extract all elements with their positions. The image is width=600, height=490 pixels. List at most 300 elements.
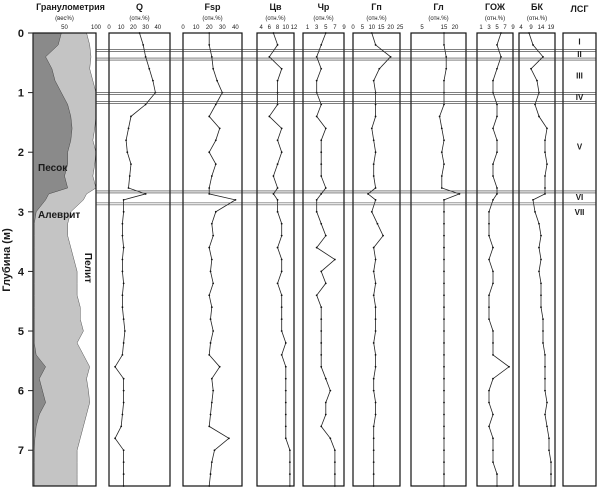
series-point	[375, 187, 377, 189]
series-point	[281, 306, 283, 308]
series-point	[373, 449, 375, 451]
panel-frame-3	[303, 33, 344, 486]
series-point	[215, 163, 217, 165]
series-point	[375, 318, 377, 320]
series-point	[488, 306, 490, 308]
series-title-4: Гп	[371, 2, 382, 12]
depth-tick-label: 5	[17, 326, 24, 339]
series-point	[542, 330, 544, 332]
series-point	[540, 306, 542, 308]
series-point	[316, 56, 318, 58]
series-point	[281, 223, 283, 225]
series-point	[492, 378, 494, 380]
series-point	[371, 127, 373, 129]
series-point	[273, 32, 275, 34]
series-point	[492, 461, 494, 463]
series-title-6: ГОЖ	[485, 2, 505, 12]
series-point	[148, 68, 150, 70]
series-point	[443, 282, 445, 284]
series-point	[496, 485, 498, 487]
series-point	[281, 127, 283, 129]
series-point	[492, 330, 494, 332]
series-point	[373, 485, 375, 487]
series-tick-label: 0	[107, 25, 111, 31]
panel-frame-7	[519, 33, 555, 486]
series-point	[534, 104, 536, 106]
series-point	[443, 390, 445, 392]
series-point	[320, 342, 322, 344]
series-point	[285, 437, 287, 439]
series-point	[123, 199, 125, 201]
series-point	[445, 68, 447, 70]
series-point	[536, 80, 538, 82]
series-point	[375, 151, 377, 153]
series-point	[546, 163, 548, 165]
series-point	[277, 282, 279, 284]
series-point	[145, 104, 147, 106]
pelite-label: Пелит	[82, 252, 93, 284]
series-point	[329, 390, 331, 392]
series-point	[320, 318, 322, 320]
series-point	[122, 259, 124, 261]
series-point	[123, 318, 125, 320]
series-point	[373, 271, 375, 273]
series-point	[320, 68, 322, 70]
depth-tick-label: 2	[17, 147, 24, 160]
series-unit-7: (отн.%)	[526, 16, 548, 22]
series-point	[285, 378, 287, 380]
series-point	[114, 366, 116, 368]
series-point	[325, 414, 327, 416]
series-point	[540, 235, 542, 237]
series-point	[492, 271, 494, 273]
series-tick-label: 10	[282, 25, 290, 31]
series-point	[316, 80, 318, 82]
series-point	[390, 56, 392, 58]
series-point	[443, 414, 445, 416]
series-point	[334, 461, 336, 463]
series-point	[492, 414, 494, 416]
series-point	[208, 151, 210, 153]
series-tick-label: 3	[314, 25, 319, 31]
series-point	[208, 44, 210, 46]
series-point	[281, 330, 283, 332]
series-unit-2: (отн.%)	[265, 16, 286, 22]
series-point	[320, 193, 322, 195]
series-point	[289, 461, 291, 463]
series-point	[329, 437, 331, 439]
series-point	[123, 390, 125, 392]
series-point	[375, 104, 377, 106]
series-tick-label: 9	[342, 25, 346, 31]
series-point	[128, 187, 130, 189]
series-point	[496, 68, 498, 70]
granulometry-unit: (вес%)	[55, 16, 74, 22]
series-point	[492, 247, 494, 249]
series-point	[371, 211, 373, 213]
series-tick-label: 10	[192, 25, 200, 31]
series-point	[208, 32, 210, 34]
series-point	[443, 32, 445, 34]
series-point	[268, 116, 270, 118]
series-point	[277, 211, 279, 213]
series-point	[123, 342, 125, 344]
panel-frame-5	[411, 33, 466, 486]
lsg-zone-label: III	[576, 71, 583, 81]
series-point	[375, 44, 377, 46]
series-tick-label: 30	[218, 25, 226, 31]
series-point	[273, 175, 275, 177]
series-tick-label: 5	[360, 25, 365, 31]
series-tick-label: 19	[547, 25, 555, 31]
series-point	[441, 127, 443, 129]
series-tick-label: 14	[537, 25, 545, 31]
series-point	[496, 139, 498, 141]
series-unit-3: (отн.%)	[313, 16, 334, 22]
series-point	[492, 354, 494, 356]
series-point	[208, 116, 210, 118]
series-tick-label: 7	[503, 25, 507, 31]
series-point	[325, 378, 327, 380]
series-point	[492, 127, 494, 129]
series-point	[139, 32, 141, 34]
series-point	[123, 449, 125, 451]
series-point	[277, 187, 279, 189]
depth-tick-label: 7	[17, 445, 24, 458]
series-tick-label: 5	[324, 25, 328, 31]
series-point	[443, 378, 445, 380]
series-point	[382, 235, 384, 237]
series-point	[211, 175, 213, 177]
series-point	[443, 271, 445, 273]
series-point	[273, 193, 275, 195]
series-point	[443, 306, 445, 308]
series-point	[123, 485, 125, 487]
series-point	[281, 271, 283, 273]
series-point	[277, 44, 279, 46]
series-point	[285, 425, 287, 427]
series-point	[540, 294, 542, 296]
series-point	[320, 425, 322, 427]
series-point	[316, 247, 318, 249]
series-point	[123, 247, 125, 249]
series-point	[496, 151, 498, 153]
series-point	[443, 294, 445, 296]
series-point	[544, 175, 546, 177]
series-point	[334, 259, 336, 261]
series-point	[373, 247, 375, 249]
series-point	[488, 294, 490, 296]
series-point	[371, 32, 373, 34]
series-point	[445, 56, 447, 58]
series-point	[120, 425, 122, 427]
series-point	[373, 139, 375, 141]
series-point	[540, 259, 542, 261]
series-point	[320, 44, 322, 46]
series-title-2: Цв	[269, 2, 282, 12]
series-point	[123, 282, 125, 284]
series-point	[228, 437, 230, 439]
series-point	[320, 366, 322, 368]
series-point	[492, 80, 494, 82]
series-point	[530, 68, 532, 70]
series-point	[373, 390, 375, 392]
series-tick-label: 40	[232, 25, 239, 31]
series-point	[281, 294, 283, 296]
series-point	[375, 282, 377, 284]
series-tick-label: 25	[396, 25, 404, 31]
series-point	[443, 342, 445, 344]
series-point	[334, 449, 336, 451]
series-point	[373, 461, 375, 463]
series-unit-6: (отн.%)	[484, 16, 506, 22]
series-point	[544, 414, 546, 416]
series-point	[212, 390, 214, 392]
series-point	[320, 330, 322, 332]
series-point	[152, 80, 154, 82]
series-point	[544, 139, 546, 141]
series-point	[122, 294, 124, 296]
series-point	[373, 80, 375, 82]
series-point	[211, 259, 213, 261]
series-point	[281, 151, 283, 153]
series-point	[211, 461, 213, 463]
series-point	[126, 151, 128, 153]
series-point	[488, 390, 490, 392]
series-point	[443, 44, 445, 46]
series-point	[441, 175, 443, 177]
series-point	[320, 104, 322, 106]
series-point	[210, 271, 212, 273]
series-point	[538, 223, 540, 225]
series-point	[316, 294, 318, 296]
series-point	[325, 402, 327, 404]
series-point	[443, 330, 445, 332]
series-point	[540, 282, 542, 284]
series-point	[281, 259, 283, 261]
series-point	[325, 187, 327, 189]
series-tick-label: 15	[440, 25, 448, 31]
series-point	[214, 449, 216, 451]
series-tick-label: 0	[351, 25, 355, 31]
series-point	[548, 437, 550, 439]
series-point	[367, 193, 369, 195]
series-point	[219, 366, 221, 368]
series-point	[211, 306, 213, 308]
series-point	[123, 461, 125, 463]
series-point	[285, 342, 287, 344]
series-point	[443, 259, 445, 261]
series-tick-label: 40	[154, 25, 162, 31]
series-point	[211, 56, 213, 58]
series-point	[123, 473, 125, 475]
series-point	[508, 366, 510, 368]
series-tick-label: 20	[451, 25, 459, 31]
series-title-3: Чр	[317, 2, 330, 12]
series-point	[212, 330, 214, 332]
depth-tick-label: 0	[17, 28, 24, 40]
series-point	[443, 449, 445, 451]
lsg-title: ЛСГ	[570, 4, 589, 14]
series-tick-label: 15	[377, 25, 385, 31]
series-point	[130, 116, 132, 118]
series-tick-label: 20	[387, 25, 394, 31]
series-point	[544, 151, 546, 153]
series-point	[123, 402, 125, 404]
series-point	[373, 378, 375, 380]
series-point	[129, 175, 131, 177]
series-point	[548, 449, 550, 451]
series-point	[544, 366, 546, 368]
series-point	[375, 414, 377, 416]
series-point	[488, 402, 490, 404]
series-point	[528, 32, 530, 34]
series-point	[122, 306, 124, 308]
series-point	[496, 116, 498, 118]
series-point	[124, 330, 126, 332]
series-point	[281, 354, 283, 356]
series-point	[375, 199, 377, 201]
series-point	[212, 235, 214, 237]
series-point	[320, 306, 322, 308]
series-point	[550, 485, 552, 487]
series-point	[443, 235, 445, 237]
series-point	[208, 193, 210, 195]
panel-frame-4	[353, 33, 400, 486]
series-point	[277, 163, 279, 165]
panel-frame-6	[477, 33, 513, 486]
series-point	[443, 461, 445, 463]
series-point	[375, 402, 377, 404]
series-tick-label: 4	[519, 25, 523, 31]
series-point	[492, 437, 494, 439]
series-point	[496, 104, 498, 106]
series-point	[145, 56, 147, 58]
series-point	[373, 294, 375, 296]
series-point	[316, 116, 318, 118]
series-point	[373, 175, 375, 177]
series-point	[210, 342, 212, 344]
series-point	[320, 271, 322, 273]
depth-axis-label: Глубина (м)	[1, 228, 13, 292]
series-point	[443, 354, 445, 356]
series-point	[325, 32, 327, 34]
series-tick-label: 5	[495, 25, 499, 31]
series-point	[210, 414, 212, 416]
granulometry-tick-label: 100	[90, 25, 102, 31]
series-point	[546, 127, 548, 129]
series-point	[375, 306, 377, 308]
series-point	[375, 330, 377, 332]
series-point	[488, 425, 490, 427]
sand-label: Песок	[38, 163, 68, 174]
series-point	[145, 193, 147, 195]
series-point	[375, 259, 377, 261]
lsg-zone-label: VI	[575, 192, 584, 202]
series-point	[488, 318, 490, 320]
series-point	[215, 104, 217, 106]
series-point	[373, 342, 375, 344]
series-tick-label: 1	[305, 25, 310, 31]
series-point	[210, 473, 212, 475]
series-point	[439, 116, 441, 118]
series-point	[211, 223, 213, 225]
series-point	[130, 163, 132, 165]
series-tick-label: 20	[205, 25, 213, 31]
series-point	[211, 378, 213, 380]
series-point	[212, 282, 214, 284]
series-point	[208, 425, 210, 427]
series-point	[373, 163, 375, 165]
series-unit-0: (отн.%)	[129, 16, 150, 22]
silt-label: Алеврит	[38, 210, 81, 221]
series-point	[219, 127, 221, 129]
series-point	[500, 32, 502, 34]
series-point	[544, 390, 546, 392]
series-point	[320, 175, 322, 177]
series-tick-label: 20	[130, 25, 137, 31]
series-point	[122, 235, 124, 237]
series-point	[122, 223, 124, 225]
granulometry-title: Гранулометрия	[36, 2, 105, 12]
series-point	[443, 402, 445, 404]
lsg-zone-label: VII	[574, 207, 585, 217]
series-tick-label: 0	[181, 25, 185, 31]
series-point	[546, 402, 548, 404]
series-point	[325, 235, 327, 237]
series-point	[316, 211, 318, 213]
series-point	[443, 473, 445, 475]
series-point	[492, 199, 494, 201]
series-point	[320, 151, 322, 153]
series-tick-label: 8	[275, 25, 280, 31]
series-tick-label: 6	[267, 25, 272, 31]
series-point	[285, 390, 287, 392]
series-point	[443, 223, 445, 225]
series-point	[492, 282, 494, 284]
series-point	[375, 354, 377, 356]
series-point	[281, 318, 283, 320]
series-unit-5: (отн.%)	[428, 16, 449, 22]
lsg-zone-label: II	[577, 49, 582, 59]
series-point	[443, 80, 445, 82]
panel-frame-0	[109, 33, 170, 486]
series-point	[277, 80, 279, 82]
series-point	[544, 187, 546, 189]
series-point	[443, 104, 445, 106]
series-tick-label: 9	[529, 25, 533, 31]
series-point	[128, 127, 130, 129]
series-point	[496, 187, 498, 189]
series-point	[277, 139, 279, 141]
series-point	[542, 56, 544, 58]
series-point	[208, 247, 210, 249]
series-point	[325, 127, 327, 129]
series-point	[550, 473, 552, 475]
series-tick-label: 7	[333, 25, 337, 31]
series-point	[142, 44, 144, 46]
series-point	[488, 211, 490, 213]
series-point	[546, 425, 548, 427]
series-point	[375, 366, 377, 368]
series-point	[268, 56, 270, 58]
series-point	[215, 139, 217, 141]
depth-axis-layer	[28, 33, 33, 486]
series-point	[443, 318, 445, 320]
series-tick-label: 1	[479, 25, 483, 31]
series-point	[443, 139, 445, 141]
series-point	[123, 378, 125, 380]
